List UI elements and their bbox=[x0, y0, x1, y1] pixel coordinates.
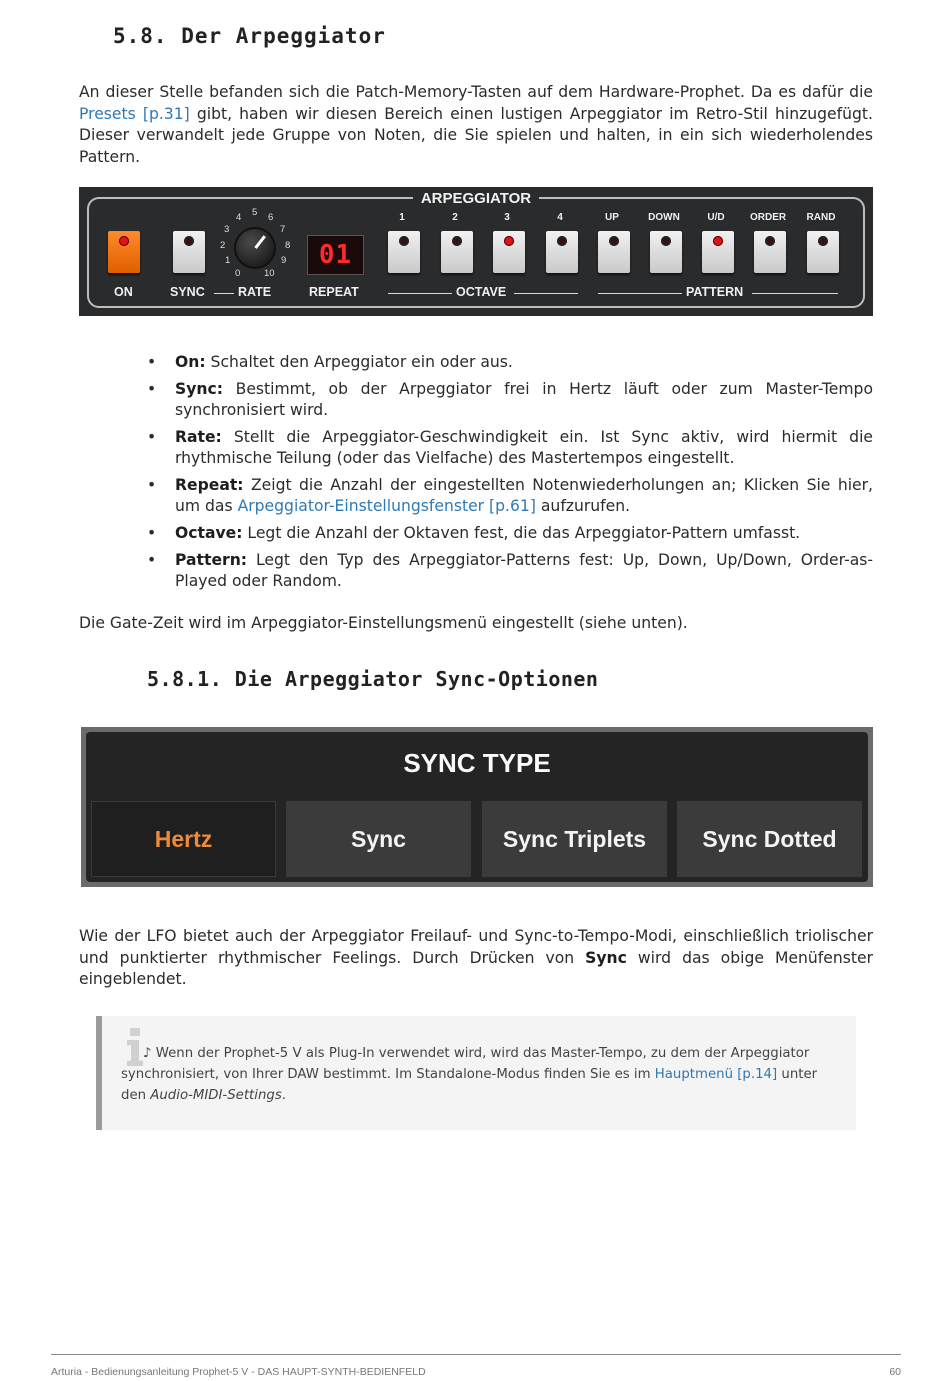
label-repeat: REPEAT bbox=[309, 285, 359, 299]
knob-number: 2 bbox=[220, 240, 226, 251]
led-icon bbox=[119, 236, 129, 246]
label-octave-1: 1 bbox=[399, 212, 405, 223]
rate-knob[interactable] bbox=[236, 229, 274, 267]
gate-paragraph: Die Gate-Zeit wird im Arpeggiator-Einstellungsmenü eingestellt (siehe unten). bbox=[79, 614, 688, 632]
led-icon bbox=[504, 236, 514, 246]
main-menu-link[interactable]: Hauptmenü [p.14] bbox=[654, 1067, 778, 1082]
led-icon bbox=[399, 236, 409, 246]
led-icon bbox=[765, 236, 775, 246]
arp-settings-link[interactable]: Arpeggiator-Einstellungsfenster [p.61] bbox=[237, 497, 536, 515]
label-on: ON bbox=[114, 285, 133, 299]
octave-3-button[interactable] bbox=[493, 231, 525, 273]
knob-number: 0 bbox=[235, 268, 241, 279]
list-item: • Pattern: Legt den Typ des Arpeggiator-Patterns fest: Up, Down, Up/Down, Order-as-Played oder Random. bbox=[147, 550, 873, 592]
knob-number: 6 bbox=[268, 212, 274, 223]
list-item: • Rate: Stellt die Arpeggiator-Geschwindigkeit ein. Ist Sync aktiv, wird hiermit die rhythmische Teilung (oder das Vielfache) des Mastertempos eingestellt. bbox=[147, 427, 873, 469]
label-pattern-up: UP bbox=[605, 212, 619, 223]
label-octave: OCTAVE bbox=[456, 285, 507, 299]
sync-option-dotted[interactable]: Sync Dotted bbox=[677, 801, 862, 877]
led-icon bbox=[184, 236, 194, 246]
intro-text-1: An dieser Stelle befanden sich die Patch-Memory-Tasten auf dem Hardware-Prophet. Da es dafür die bbox=[79, 83, 873, 101]
pattern-down-button[interactable] bbox=[650, 231, 682, 273]
info-note bbox=[96, 1016, 856, 1130]
section-heading: 5.8. Der Arpeggiator bbox=[113, 24, 386, 48]
sync-panel-inner bbox=[86, 732, 868, 882]
list-item: • Repeat: Zeigt die Anzahl der eingestellten Notenwiederholungen an; Klicken Sie hier, um das Arpeggiator-Einstellungsfenster [p.61] aufzurufen. bbox=[147, 475, 873, 517]
page-number: 60 bbox=[889, 1366, 901, 1378]
sync-option-hertz[interactable]: Hertz bbox=[91, 801, 276, 877]
led-icon bbox=[818, 236, 828, 246]
led-icon bbox=[452, 236, 462, 246]
list-item: • Sync: Bestimmt, ob der Arpeggiator frei in Hertz läuft oder zum Master-Tempo synchronisiert wird. bbox=[147, 379, 873, 421]
label-pattern-order: ORDER bbox=[750, 212, 787, 223]
list-item: • On: Schaltet den Arpeggiator ein oder aus. bbox=[147, 352, 873, 373]
sync-rate-divider bbox=[214, 293, 234, 294]
label-octave-4: 4 bbox=[557, 212, 563, 223]
sync-type-panel bbox=[81, 727, 873, 887]
led-icon bbox=[661, 236, 671, 246]
repeat-display[interactable]: 01 bbox=[307, 235, 364, 275]
octave-divider-left bbox=[388, 293, 452, 294]
arp-on-button[interactable] bbox=[108, 231, 140, 273]
note-text: ♪ Wenn der Prophet-5 V als Plug-In verwendet wird, wird das Master-Tempo, zu dem der Arpeggiator synchronisiert, von Ihrer DAW bestimmt. Im Standalone-Modus finden Sie es im Hauptmenü [p.14] unter den Audio-MIDI-Settings. bbox=[121, 1046, 818, 1103]
octave-4-button[interactable] bbox=[546, 231, 578, 273]
label-octave-2: 2 bbox=[452, 212, 458, 223]
pattern-order-button[interactable] bbox=[754, 231, 786, 273]
knob-number: 4 bbox=[236, 212, 242, 223]
label-sync: SYNC bbox=[170, 285, 205, 299]
parameter-list bbox=[147, 352, 873, 598]
led-icon bbox=[609, 236, 619, 246]
sync-type-title: SYNC TYPE bbox=[403, 748, 551, 778]
knob-number: 10 bbox=[264, 268, 275, 279]
label-pattern-rand: RAND bbox=[806, 212, 836, 223]
label-pattern-ud: U/D bbox=[707, 212, 725, 223]
octave-divider-right bbox=[514, 293, 578, 294]
pattern-divider-right bbox=[752, 293, 838, 294]
arp-panel-title: ARPEGGIATOR bbox=[79, 188, 873, 207]
knob-number: 8 bbox=[285, 240, 291, 251]
subsection-heading: 5.8.1. Die Arpeggiator Sync-Optionen bbox=[147, 667, 599, 691]
knob-number: 5 bbox=[252, 207, 258, 218]
knob-number: 9 bbox=[281, 255, 287, 266]
pattern-ud-button[interactable] bbox=[702, 231, 734, 273]
footer-text: Arturia - Bedienungsanleitung Prophet-5 V - DAS HAUPT-SYNTH-BEDIENFELD bbox=[51, 1366, 426, 1378]
octave-1-button[interactable] bbox=[388, 231, 420, 273]
footer-divider bbox=[51, 1354, 901, 1355]
knob-pointer-icon bbox=[254, 235, 266, 249]
pattern-up-button[interactable] bbox=[598, 231, 630, 273]
knob-number: 3 bbox=[224, 224, 230, 235]
arp-sync-button[interactable] bbox=[173, 231, 205, 273]
pattern-divider-left bbox=[598, 293, 682, 294]
label-pattern-down: DOWN bbox=[648, 212, 680, 223]
sync-option-triplets[interactable]: Sync Triplets bbox=[482, 801, 667, 877]
led-icon bbox=[713, 236, 723, 246]
list-item: • Octave: Legt die Anzahl der Oktaven fest, die das Arpeggiator-Pattern umfasst. bbox=[147, 523, 873, 544]
presets-link[interactable]: Presets [p.31] bbox=[79, 104, 190, 123]
lfo-paragraph: Wie der LFO bietet auch der Arpeggiator Freilauf- und Sync-to-Tempo-Modi, einschließlich triolischer und punktierter rhythmischer Feelings. Durch Drücken von Sync wird das obige Menüfenster eingeblendet. bbox=[79, 927, 873, 988]
intro-paragraph bbox=[79, 82, 873, 168]
knob-number: 1 bbox=[225, 255, 231, 266]
intro-text-2: gibt, haben wir diesen Bereich einen lustigen Arpeggiator im Retro-Stil hinzugefügt. Dieser verwandelt jede Gruppe von Noten, die Sie spielen und halten, in ein sich wiederholendes Pattern. bbox=[79, 104, 873, 166]
octave-2-button[interactable] bbox=[441, 231, 473, 273]
knob-number: 7 bbox=[280, 224, 286, 235]
label-octave-3: 3 bbox=[504, 212, 510, 223]
label-rate: RATE bbox=[238, 285, 272, 299]
sync-option-sync[interactable]: Sync bbox=[286, 801, 471, 877]
label-pattern: PATTERN bbox=[686, 285, 744, 299]
pattern-rand-button[interactable] bbox=[807, 231, 839, 273]
led-icon bbox=[557, 236, 567, 246]
